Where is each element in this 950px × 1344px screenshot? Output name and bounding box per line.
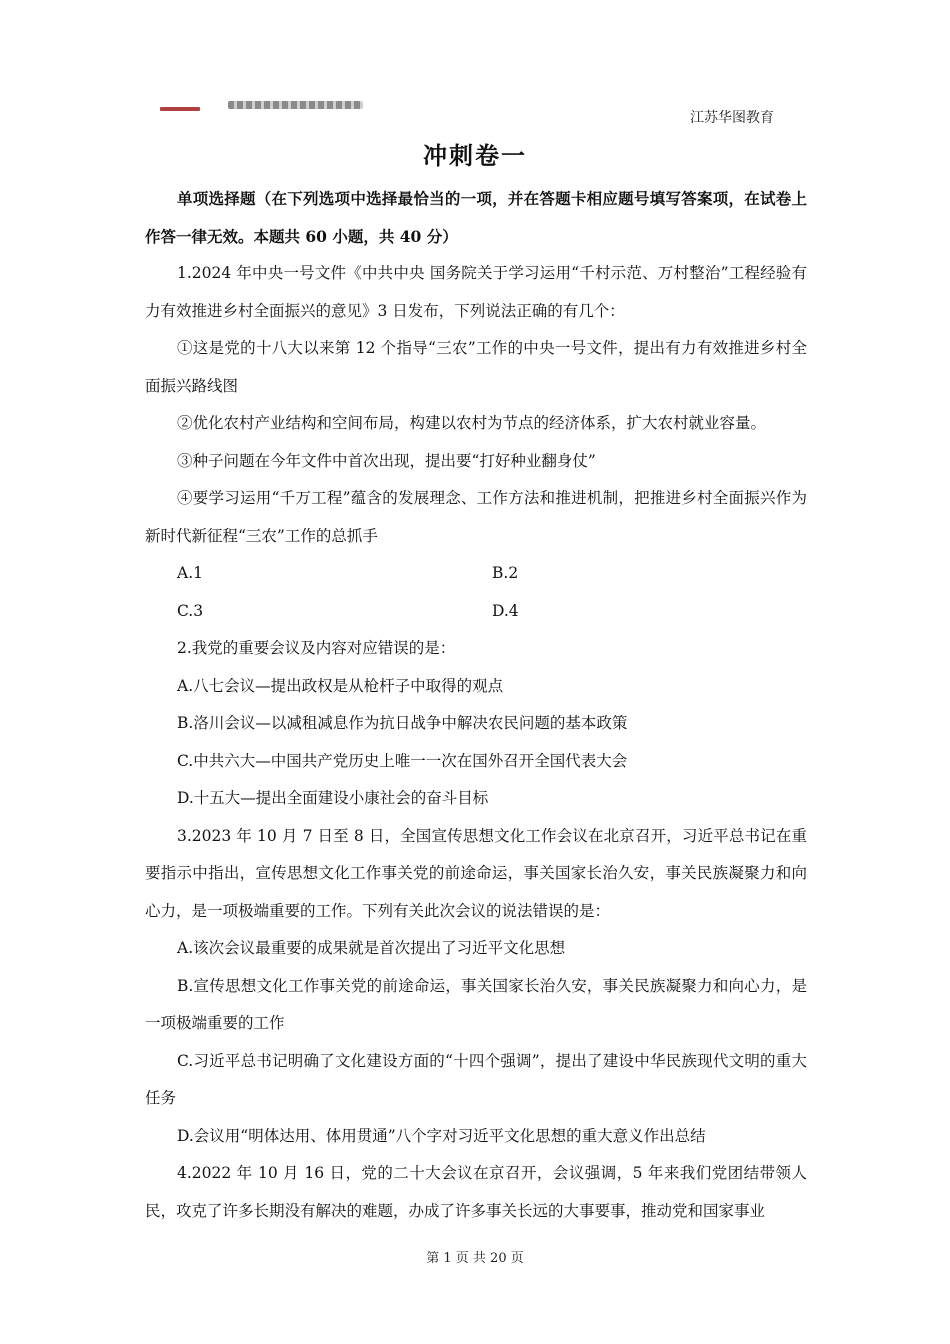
question-1-item-4: ④要学习运用“千万工程”蕴含的发展理念、工作方法和推进机制，把推进乡村全面振兴作为新时代新征程“三农”工作的总抓手: [145, 489, 807, 545]
question-2-option-d: D.十五大—提出全面建设小康社会的奋斗目标: [177, 789, 489, 807]
question-1-option-d: D.4: [492, 601, 519, 620]
question-3-option-a: A.该次会议最重要的成果就是首次提出了习近平文化思想: [177, 939, 566, 957]
instructions: 单项选择题（在下列选项中选择最恰当的一项，并在答题卡相应题号填写答案项，在试卷上作答一律无效。本题共 60 小题，共 40 分）: [145, 189, 807, 246]
page-title: 冲刺卷一: [423, 141, 527, 170]
question-1-item-2: ②优化农村产业结构和空间布局，构建以农村为节点的经济体系，扩大农村就业容量。: [177, 414, 767, 432]
header-org: 江苏华图教育: [690, 110, 774, 126]
logo-mark: [160, 107, 200, 111]
question-1-item-1: ①这是党的十八大以来第 12 个指导“三农”工作的中央一号文件，提出有力有效推进乡村全面振兴路线图: [145, 339, 807, 395]
question-2-stem: 2.我党的重要会议及内容对应错误的是：: [177, 639, 456, 657]
page-footer: 第 1 页 共 20 页: [426, 1251, 524, 1266]
question-1-item-3: ③种子问题在今年文件中首次出现，提出要“打好种业翻身仗”: [177, 451, 596, 470]
publisher-logo: [160, 100, 370, 114]
question-3-option-d: D.会议用“明体达用、体用贯通”八个字对习近平文化思想的重大意义作出总结: [177, 1126, 706, 1145]
question-1-options-row-1: [145, 555, 807, 593]
logo-wordmark: [228, 101, 363, 109]
question-2-option-c: C.中共六大—中国共产党历史上唯一一次在国外召开全国代表大会: [177, 751, 628, 770]
question-1-option-a: A.1: [177, 564, 203, 582]
question-4-stem: 4.2022 年 10 月 16 日，党的二十大会议在京召开，会议强调，5 年来我们党团结带领人民，攻克了许多长期没有解决的难题，办成了许多事关长远的大事要事，推动党和国家事业: [145, 1164, 807, 1220]
question-1-option-c: C.3: [177, 601, 204, 620]
question-2-option-a: A.八七会议—提出政权是从枪杆子中取得的观点: [177, 676, 504, 695]
question-1-stem: 1.2024 年中央一号文件《中共中央 国务院关于学习运用“千村示范、万村整治”工程经验有力有效推进乡村全面振兴的意见》3 日发布，下列说法正确的有几个：: [145, 264, 807, 320]
question-1-options-row-2: [145, 593, 807, 631]
question-2-option-b: B.洛川会议—以减租减息作为抗日战争中解决农民问题的基本政策: [177, 714, 628, 732]
question-3-stem: 3.2023 年 10 月 7 日至 8 日，全国宣传思想文化工作会议在北京召开，习近平总书记在重要指示中指出，宣传思想文化工作事关党的前途命运，事关国家长治久安，事关民族凝聚力和向心力，是一项极端重要的工作。下列有关此次会议的说法错误的是：: [145, 826, 807, 920]
question-1-option-b: B.2: [492, 564, 519, 582]
question-3-option-c: C.习近平总书记明确了文化建设方面的“十四个强调”，提出了建设中华民族现代文明的重大任务: [145, 1051, 807, 1107]
document-body: [145, 180, 807, 1230]
question-3-option-b: B.宣传思想文化工作事关党的前途命运，事关国家长治久安，事关民族凝聚力和向心力，是一项极端重要的工作: [145, 976, 807, 1032]
